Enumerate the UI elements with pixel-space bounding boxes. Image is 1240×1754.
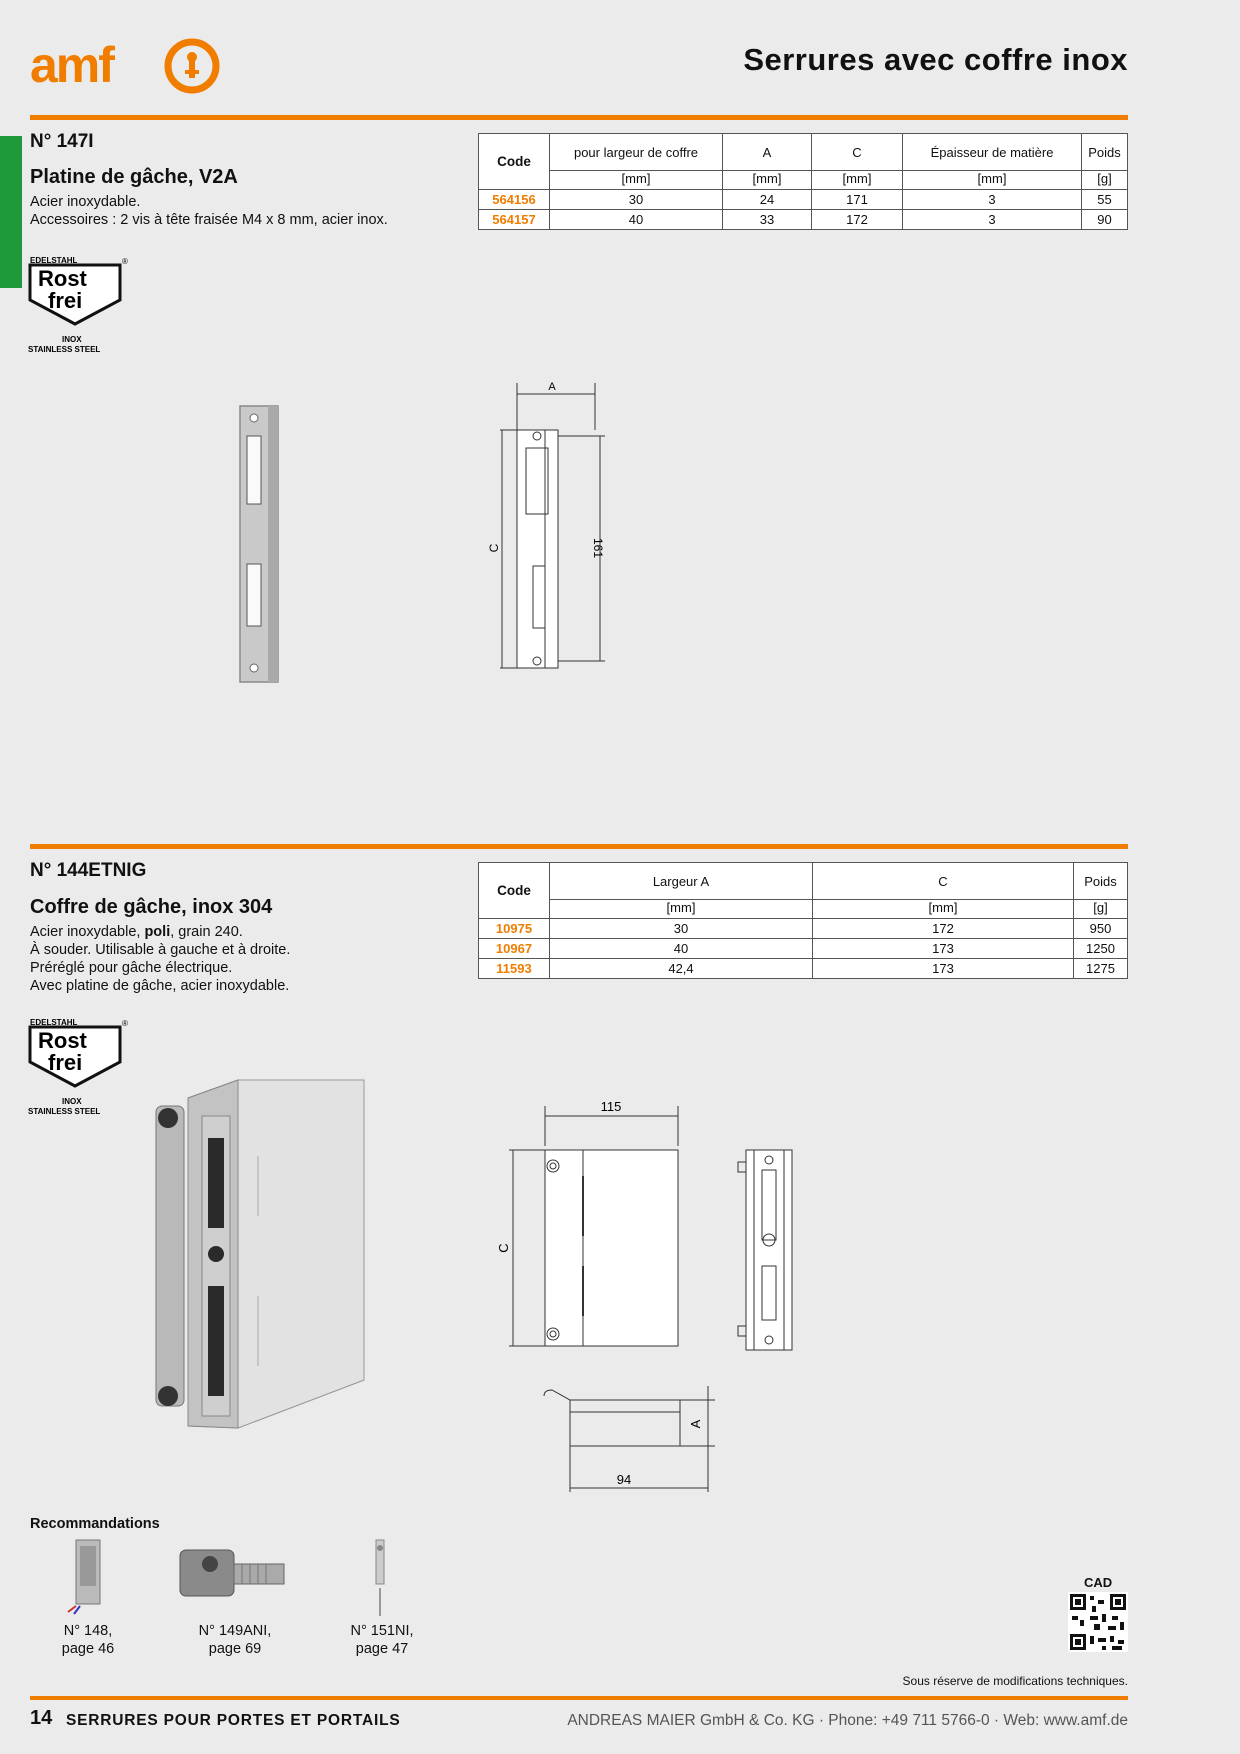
strike-plate-drawing [480,378,620,683]
table-cell: 24 [723,190,812,210]
footer-address: ANDREAS MAIER GmbH & Co. KG · Phone: +49 711 5766-0 · Web: www.amf.de [567,1712,1128,1729]
product-code-link[interactable]: 564156 [479,190,550,210]
cad-label: CAD [1084,1575,1113,1590]
product1-name: Platine de gâche, V2A [30,166,238,188]
table-header: A [723,134,812,171]
table-cell: 30 [550,190,723,210]
page-title: Serrures avec coffre inox [743,42,1128,77]
svg-text:frei: frei [48,1050,83,1075]
table-header-row [479,863,1128,900]
table-unit-row [479,900,1128,919]
svg-text:115: 115 [600,1099,622,1114]
table-cell: 40 [550,939,813,959]
table-unit: [mm] [903,171,1082,190]
product-code-link[interactable]: 11593 [479,959,550,979]
svg-text:A: A [688,1419,703,1429]
product2-desc-line: Acier inoxydable, poli, grain 240. [30,924,243,940]
svg-text:Rost: Rost [38,1028,87,1053]
svg-text:INOX: INOX [62,335,82,344]
product2-spec-table [478,862,1128,979]
table-unit: [mm] [812,171,903,190]
table-cell: 950 [1074,919,1128,939]
svg-text:161: 161 [591,537,605,559]
product1-desc-line: Acier inoxydable. [30,194,141,210]
product1-number: N° 147I [30,131,94,152]
electric-strike-image [62,1536,114,1616]
product2-desc-line: Préréglé pour gâche électrique. [30,960,233,976]
svg-text:frei: frei [48,288,83,313]
door-stop-image [368,1536,392,1620]
rec-item-148[interactable] [62,1536,114,1621]
table-cell: 33 [723,210,812,230]
table-unit: [mm] [723,171,812,190]
table-cell: 171 [812,190,903,210]
svg-text:STAINLESS STEEL: STAINLESS STEEL [28,345,101,354]
disclaimer: Sous réserve de modifications techniques. [902,1674,1128,1688]
table-row [479,190,1128,210]
table-cell: 40 [550,210,723,230]
section-marker [0,136,22,288]
table-cell: 172 [812,210,903,230]
table-header: Largeur A [550,863,813,900]
svg-text:C: C [496,1243,511,1253]
product-code-link[interactable]: 10975 [479,919,550,939]
svg-text:Rost: Rost [38,266,87,291]
svg-text:A: A [548,381,556,393]
product1-description [30,193,388,229]
product2-desc-line: Avec platine de gâche, acier inoxydable. [30,978,290,994]
table-header: Poids [1082,134,1128,171]
table-cell: 173 [813,959,1074,979]
table-cell: 1250 [1074,939,1128,959]
table-unit: [g] [1082,171,1128,190]
product1-desc-line: Accessoires : 2 vis à tête fraisée M4 x 8 mm, acier inox. [30,212,388,228]
product1-spec-table [478,133,1128,230]
table-cell: 55 [1082,190,1128,210]
table-header: Épaisseur de matière [903,134,1082,171]
product-code-link[interactable]: 564157 [479,210,550,230]
rec-caption[interactable]: N° 149ANI, page 69 [198,1623,272,1657]
rec-item-149ani[interactable] [176,1540,296,1617]
table-row [479,939,1128,959]
table-unit: [mm] [550,171,723,190]
table-header: Code [479,134,550,190]
table-row [479,210,1128,230]
rec-item-151ni[interactable] [368,1536,392,1625]
table-header: Code [479,863,550,919]
table-cell: 90 [1082,210,1128,230]
lock-box-drawing-top [540,1382,720,1497]
lock-box-drawing-front [495,1096,705,1361]
table-cell: 30 [550,919,813,939]
footer-section: SERRURES POUR PORTES ET PORTAILS [66,1712,401,1729]
table-cell: 3 [903,190,1082,210]
rostfrei-badge [28,1016,132,1125]
product2-name: Coffre de gâche, inox 304 [30,896,273,918]
table-cell: 1275 [1074,959,1128,979]
product2-description [30,923,290,995]
svg-text:®: ® [122,257,128,266]
section-rule [30,844,1128,849]
strike-plate-photo [234,404,284,689]
table-cell: 173 [813,939,1074,959]
table-unit-row [479,171,1128,190]
footer-rule [30,1696,1128,1700]
svg-text:C: C [487,543,501,553]
table-unit: [mm] [550,900,813,919]
recommendations-title: Recommandations [30,1516,160,1532]
qr-code[interactable] [1068,1592,1128,1657]
table-unit: [mm] [813,900,1074,919]
table-row [479,959,1128,979]
table-cell: 42,4 [550,959,813,979]
product2-desc-line: À souder. Utilisable à gauche et à droite. [30,942,291,958]
amf-logo [30,38,220,94]
table-header: C [813,863,1074,900]
table-header: C [812,134,903,171]
table-row [479,919,1128,939]
table-header: pour largeur de coffre [550,134,723,171]
logo-text: amf [30,38,113,93]
svg-text:STAINLESS STEEL: STAINLESS STEEL [28,1107,101,1116]
table-header: Poids [1074,863,1128,900]
table-unit: [g] [1074,900,1128,919]
product2-number: N° 144ETNIG [30,860,147,881]
rostfrei-badge [28,254,132,363]
table-cell: 172 [813,919,1074,939]
svg-text:®: ® [122,1019,128,1028]
table-header-row [479,134,1128,171]
page-number: 14 [30,1707,53,1729]
lock-box-photo [148,1076,368,1441]
rec-caption[interactable]: N° 151NI, page 47 [350,1623,414,1657]
table-cell: 3 [903,210,1082,230]
svg-text:EDELSTAHL: EDELSTAHL [30,256,78,265]
rec-caption[interactable]: N° 148, page 46 [61,1623,115,1657]
lock-box-drawing-side [730,1146,800,1361]
svg-text:EDELSTAHL: EDELSTAHL [30,1018,78,1027]
header-rule [30,115,1128,120]
svg-text:INOX: INOX [62,1097,82,1106]
svg-text:94: 94 [616,1472,632,1487]
hinge-image [176,1540,296,1612]
product-code-link[interactable]: 10967 [479,939,550,959]
